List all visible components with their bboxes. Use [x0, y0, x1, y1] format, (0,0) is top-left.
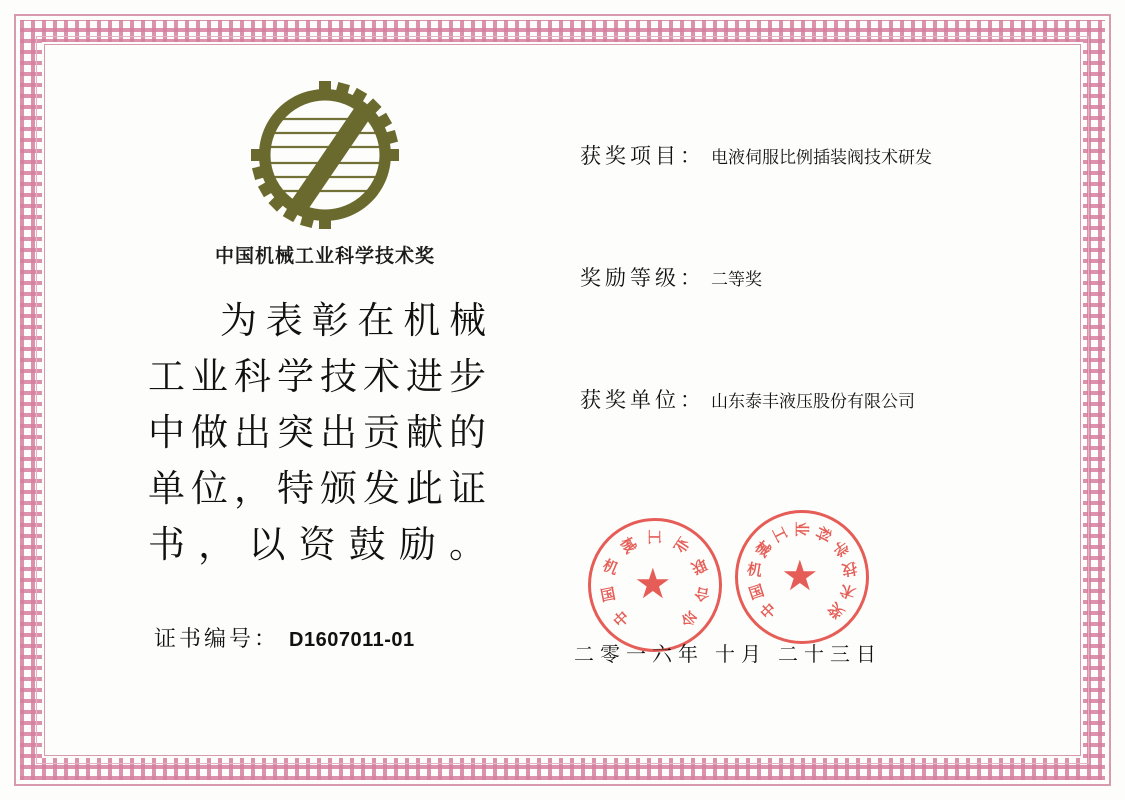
citation-line-1: 为表彰在机械 [220, 301, 488, 342]
gear-emblem-icon [240, 80, 410, 235]
china-machinery-industry-federation-seal [588, 518, 722, 652]
emblem-wrapper [130, 80, 520, 235]
citation-line-2: 工业科学技术进步 [148, 357, 488, 398]
certificate-number-value: D1607011-01 [289, 629, 415, 651]
citation-text [148, 294, 488, 574]
field-label-award-unit: 获奖单位： [580, 388, 705, 412]
citation-line-4: 单位，特颁发此证 [148, 469, 488, 510]
seal-ring-text-right: 中 国 机 械 工 业 科 学 技 术 奖 [745, 521, 858, 623]
field-value-award-level: 二等奖 [711, 270, 762, 289]
seal-ring-text-left: 中 国 机 械 工 业 联 合 会 [599, 529, 712, 631]
field-label-award-project: 获奖项目： [580, 144, 705, 168]
right-column [580, 140, 1065, 506]
field-value-award-project: 电液伺服比例插装阀技术研发 [711, 148, 932, 167]
certificate-number [154, 622, 520, 653]
field-value-award-unit: 山东泰丰液压股份有限公司 [711, 392, 915, 411]
certificate-content [60, 60, 1065, 740]
seal-area [560, 490, 1020, 690]
field-award-unit [580, 384, 1065, 414]
field-award-project [580, 140, 1065, 170]
issue-date: 二零一六年 十月 二十三日 [574, 644, 882, 666]
field-award-level [580, 262, 1065, 292]
left-column [130, 80, 520, 653]
citation-line-5: 书，以资鼓励。 [148, 525, 488, 566]
certificate-number-label: 证书编号： [154, 626, 280, 651]
citation-line-3: 中做出突出贡献的 [148, 413, 488, 454]
field-label-award-level: 奖励等级： [580, 266, 705, 290]
organization-name: 中国机械工业科学技术奖 [214, 246, 435, 267]
china-machinery-industry-award-seal [735, 510, 869, 644]
